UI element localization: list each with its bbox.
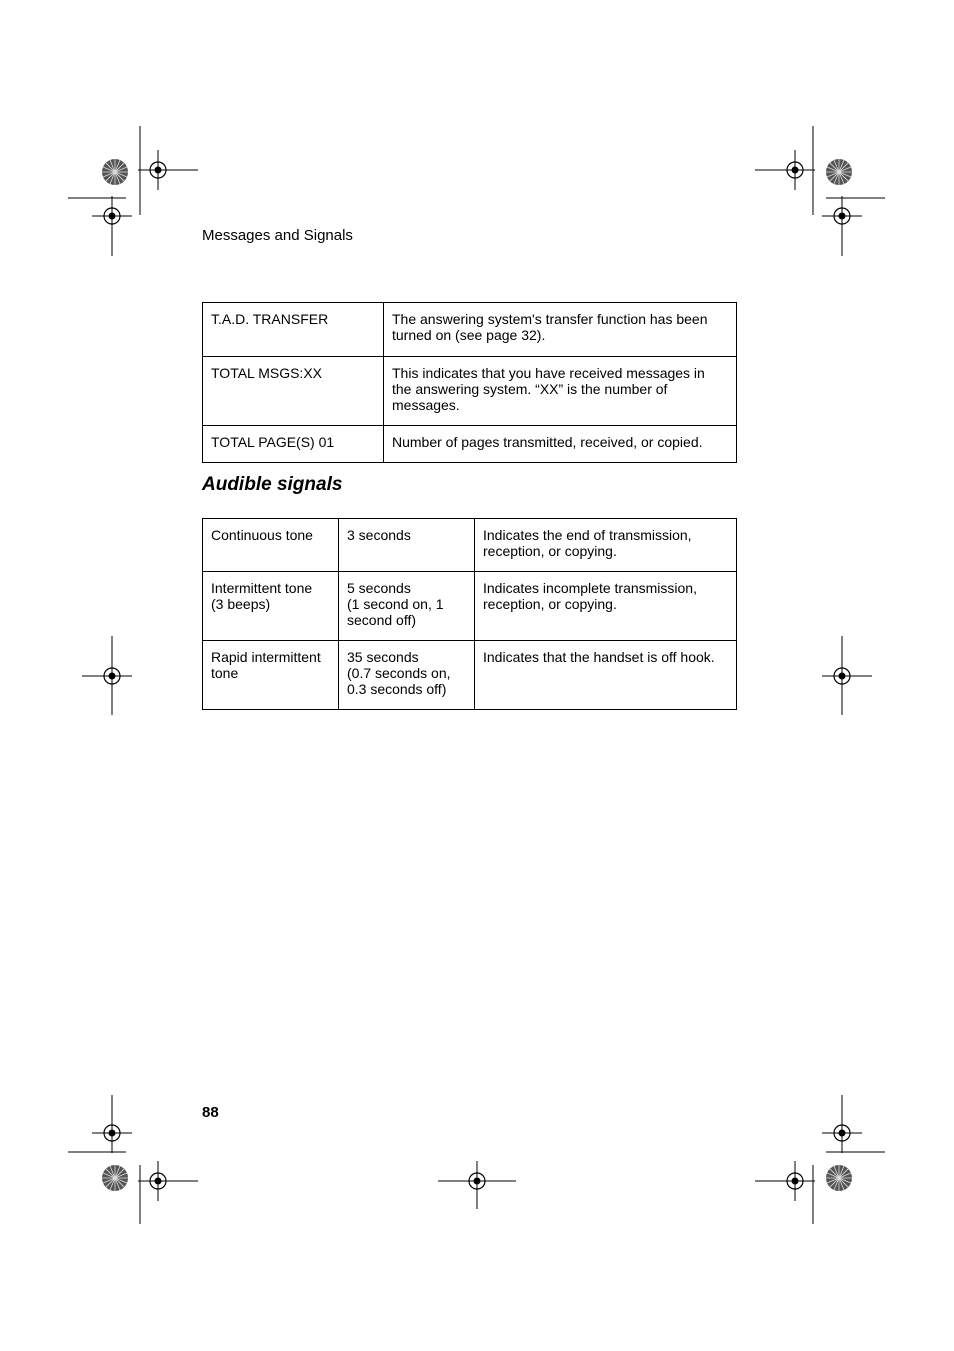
- duration-cell: 3 seconds: [339, 519, 475, 572]
- signal-cell: Intermittent tone (3 beeps): [203, 572, 339, 641]
- meaning-cell: Indicates the end of transmission, reception, or copying.: [475, 519, 737, 572]
- registration-star-mark: [826, 159, 852, 185]
- signal-cell: Rapid intermittent tone: [203, 641, 339, 710]
- meaning-cell: Indicates incomplete transmission, reception, or copying.: [475, 572, 737, 641]
- registration-star-mark: [102, 159, 128, 185]
- meaning-cell: Indicates that the handset is off hook.: [475, 641, 737, 710]
- meaning-cell: Number of pages transmitted, received, or copied.: [384, 426, 737, 463]
- meaning-cell: The answering system's transfer function has been turned on (see page 32).: [384, 303, 737, 357]
- message-cell: T.A.D. TRANSFER: [203, 303, 384, 357]
- page-number: 88: [202, 1104, 219, 1121]
- duration-cell: 35 seconds (0.7 seconds on, 0.3 seconds off): [339, 641, 475, 710]
- meaning-cell: This indicates that you have received messages in the answering system. “XX” is the number of messages.: [384, 357, 737, 426]
- running-header: Messages and Signals: [202, 227, 353, 244]
- message-cell: TOTAL PAGE(S) 01: [203, 426, 384, 463]
- duration-cell: 5 seconds (1 second on, 1 second off): [339, 572, 475, 641]
- message-cell: TOTAL MSGS:XX: [203, 357, 384, 426]
- section-title: Audible signals: [202, 474, 343, 495]
- signal-cell: Continuous tone: [203, 519, 339, 572]
- registration-star-mark: [102, 1165, 128, 1191]
- registration-star-mark: [826, 1165, 852, 1191]
